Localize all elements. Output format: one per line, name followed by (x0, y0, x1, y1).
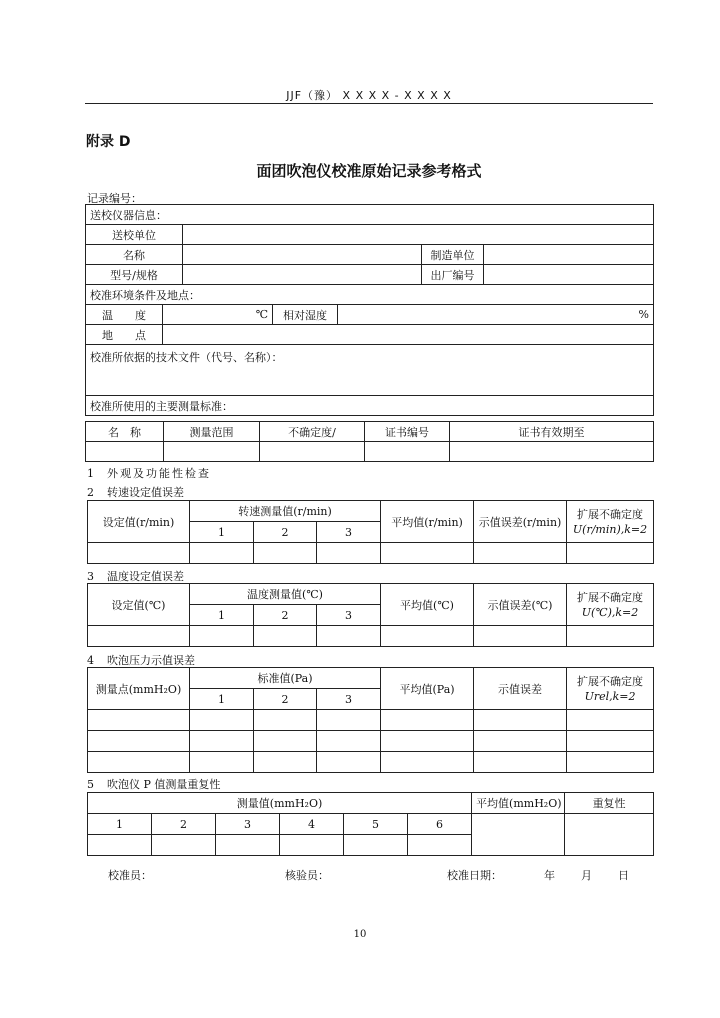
std-header-name: 名 称 (86, 422, 164, 442)
temp-label: 温 度 (86, 305, 163, 325)
s4-header-meas: 标准值(Pa) (190, 668, 381, 689)
calibrator-label: 校准员： (108, 869, 152, 882)
page-title: 面团吹泡仪校准原始记录参考格式 (256, 162, 482, 180)
location-label: 地 点 (86, 325, 163, 345)
s5-header-meas: 测量值(mmH₂O) (88, 793, 472, 814)
s2-header-err: 示值误差(r/min) (474, 501, 567, 543)
s4-header-set: 测量点(mmH₂O) (88, 668, 190, 710)
record-number-label: 记录编号： (87, 192, 142, 205)
std-header-range: 测量范围 (164, 422, 260, 442)
signature-line (108, 867, 628, 883)
month-label: 月 (581, 869, 592, 882)
checker-label: 核验员： (285, 869, 329, 882)
temp-unit: ℃ (163, 305, 273, 325)
appendix-label: 附录 D (86, 134, 131, 150)
day-label: 日 (618, 869, 629, 882)
repeatability-table: 测量值(mmH₂O) 平均值(mmH₂O) 重复性 1 2 3 4 5 6 (87, 792, 654, 856)
unit-value (183, 225, 654, 245)
serial-label: 出厂编号 (422, 265, 484, 285)
maker-label: 制造单位 (422, 245, 484, 265)
section-3-heading: 3 温度设定值误差 (87, 570, 184, 583)
header-rule (85, 103, 653, 104)
location-value (163, 325, 654, 345)
section-5-heading: 5 吹泡仪 P 值测量重复性 (87, 778, 221, 791)
s4-header-err: 示值误差 (474, 668, 567, 710)
std-header-uncertainty: 不确定度/ (260, 422, 365, 442)
humidity-unit: % (338, 305, 654, 325)
s2-header-meas: 转速测量值(r/min) (190, 501, 381, 522)
running-header: JJF（豫） X X X X - X X X X (286, 89, 452, 102)
pressure-error-table: 测量点(mmH₂O) 标准值(Pa) 平均值(Pa) 示值误差 扩展不确定度 Urel,k=2 1 2 3 (87, 667, 654, 773)
s4-header-avg: 平均值(Pa) (381, 668, 474, 710)
standards-section-label: 校准所使用的主要测量标准： (86, 396, 654, 416)
s3-header-set: 设定值(℃) (88, 584, 190, 626)
model-value (183, 265, 422, 285)
s2-header-set: 设定值(r/min) (88, 501, 190, 543)
speed-error-table: 设定值(r/min) 转速测量值(r/min) 平均值(r/min) 示值误差(r/min) 扩展不确定度 U(r/min),k=2 1 2 3 (87, 500, 654, 564)
s3-header-err: 示值误差(℃) (474, 584, 567, 626)
s3-header-avg: 平均值(℃) (381, 584, 474, 626)
s2-header-avg: 平均值(r/min) (381, 501, 474, 543)
s2-header-unc: 扩展不确定度 U(r/min),k=2 (567, 501, 654, 543)
s5-header-avg: 平均值(mmH₂O) (472, 793, 565, 814)
std-header-valid-until: 证书有效期至 (450, 422, 654, 442)
date-label: 校准日期： (447, 869, 502, 882)
std-header-cert-no: 证书编号 (365, 422, 450, 442)
year-label: 年 (544, 869, 555, 882)
unit-label: 送校单位 (86, 225, 183, 245)
model-label: 型号/规格 (86, 265, 183, 285)
serial-value (484, 265, 654, 285)
name-label: 名称 (86, 245, 183, 265)
section-2-heading: 2 转速设定值误差 (87, 486, 184, 499)
s4-header-unc: 扩展不确定度 Urel,k=2 (567, 668, 654, 710)
s3-header-meas: 温度测量值(℃) (190, 584, 381, 605)
standards-table (85, 421, 654, 462)
section-4-heading: 4 吹泡压力示值误差 (87, 654, 195, 667)
name-value (183, 245, 422, 265)
instrument-info-table (85, 204, 654, 416)
env-section-label: 校准环境条件及地点： (86, 285, 654, 305)
s3-header-unc: 扩展不确定度 U(℃),k=2 (567, 584, 654, 626)
humidity-label: 相对湿度 (273, 305, 338, 325)
tech-docs-label: 校准所依据的技术文件（代号、名称）： (86, 345, 654, 396)
maker-value (484, 245, 654, 265)
s5-header-rep: 重复性 (565, 793, 654, 814)
temperature-error-table: 设定值(℃) 温度测量值(℃) 平均值(℃) 示值误差(℃) 扩展不确定度 U(℃),k=2 1 2 3 (87, 583, 654, 647)
page-number: 10 (353, 929, 367, 940)
section-1-heading: 1 外观及功能性检查 (87, 467, 211, 480)
info-section-label: 送校仪器信息： (86, 205, 654, 225)
